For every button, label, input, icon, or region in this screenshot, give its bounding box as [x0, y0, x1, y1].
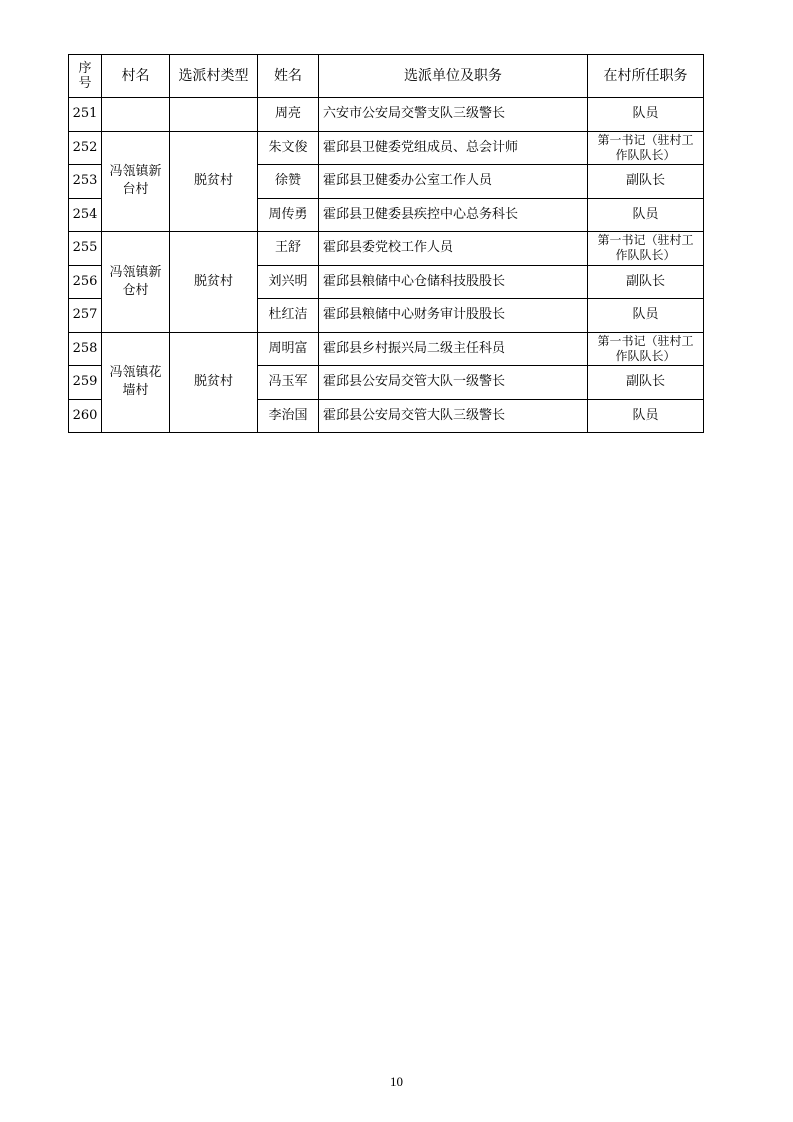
name-cell: 刘兴明 [258, 265, 319, 299]
header-village-type: 选派村类型 [170, 55, 258, 98]
seq-cell: 251 [69, 98, 102, 132]
village-role-cell: 副队长 [588, 366, 704, 400]
unit-position-cell: 霍邱县卫健委办公室工作人员 [319, 165, 588, 199]
village-role-cell: 队员 [588, 299, 704, 333]
unit-position-cell: 霍邱县公安局交管大队一级警长 [319, 366, 588, 400]
name-cell: 周亮 [258, 98, 319, 132]
table-row [69, 332, 704, 366]
seq-cell: 253 [69, 165, 102, 199]
seq-cell: 256 [69, 265, 102, 299]
seq-cell: 259 [69, 366, 102, 400]
table-row [69, 232, 704, 266]
village-role-cell: 第一书记（驻村工 作队队长） [588, 332, 704, 366]
header-seq: 序 号 [69, 55, 102, 98]
table-body [69, 98, 704, 433]
name-cell: 冯玉军 [258, 366, 319, 400]
name-cell: 朱文俊 [258, 131, 319, 165]
header-name: 姓名 [258, 55, 319, 98]
table-row [69, 98, 704, 132]
unit-position-cell: 霍邱县卫健委县疾控中心总务科长 [319, 198, 588, 232]
village-role-cell: 队员 [588, 399, 704, 433]
village-type-cell [170, 98, 258, 132]
unit-position-cell: 霍邱县乡村振兴局二级主任科员 [319, 332, 588, 366]
village-role-cell: 第一书记（驻村工 作队队长） [588, 131, 704, 165]
page-number: 10 [390, 1074, 403, 1089]
village-role-cell: 第一书记（驻村工 作队队长） [588, 232, 704, 266]
seq-cell: 252 [69, 131, 102, 165]
unit-position-cell: 霍邱县委党校工作人员 [319, 232, 588, 266]
seq-cell: 260 [69, 399, 102, 433]
village-cell [102, 98, 170, 132]
village-cell: 冯瓴镇新 仓村 [102, 232, 170, 333]
seq-cell: 257 [69, 299, 102, 333]
village-cell: 冯瓴镇新 台村 [102, 131, 170, 232]
dispatch-table [68, 54, 704, 433]
unit-position-cell: 霍邱县粮储中心仓储科技股股长 [319, 265, 588, 299]
name-cell: 周明富 [258, 332, 319, 366]
unit-position-cell: 霍邱县公安局交管大队三级警长 [319, 399, 588, 433]
village-role-cell: 队员 [588, 98, 704, 132]
header-village: 村名 [102, 55, 170, 98]
village-type-cell: 脱贫村 [170, 332, 258, 433]
seq-cell: 258 [69, 332, 102, 366]
village-role-cell: 副队长 [588, 265, 704, 299]
name-cell: 徐赞 [258, 165, 319, 199]
village-role-cell: 队员 [588, 198, 704, 232]
unit-position-cell: 霍邱县卫健委党组成员、总会计师 [319, 131, 588, 165]
seq-cell: 254 [69, 198, 102, 232]
name-cell: 王舒 [258, 232, 319, 266]
header-unit-position: 选派单位及职务 [319, 55, 588, 98]
seq-cell: 255 [69, 232, 102, 266]
header-row [69, 55, 704, 98]
name-cell: 杜红洁 [258, 299, 319, 333]
village-cell: 冯瓴镇花 墙村 [102, 332, 170, 433]
unit-position-cell: 六安市公安局交警支队三级警长 [319, 98, 588, 132]
unit-position-cell: 霍邱县粮储中心财务审计股股长 [319, 299, 588, 333]
name-cell: 周传勇 [258, 198, 319, 232]
village-role-cell: 副队长 [588, 165, 704, 199]
table-row [69, 131, 704, 165]
village-type-cell: 脱贫村 [170, 131, 258, 232]
name-cell: 李治国 [258, 399, 319, 433]
header-village-role: 在村所任职务 [588, 55, 704, 98]
village-type-cell: 脱贫村 [170, 232, 258, 333]
